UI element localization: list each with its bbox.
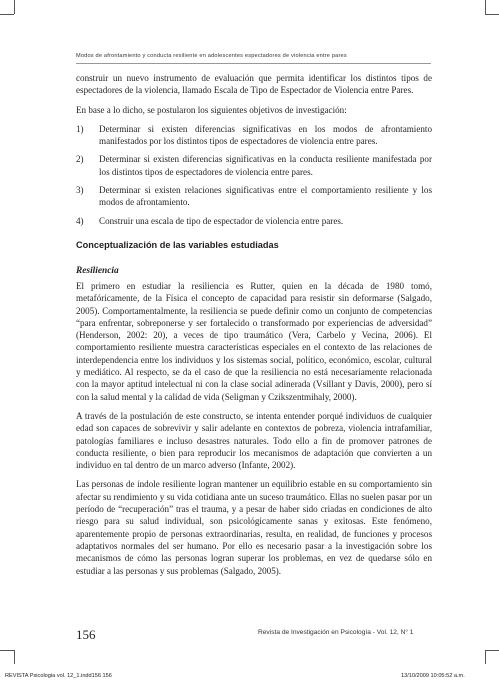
intro-paragraph-2: En base a lo dicho, se postularon los siguientes objetivos de investigación: <box>76 104 347 115</box>
list-item-number: 3) <box>76 185 84 196</box>
list-item-number: 1) <box>76 123 84 134</box>
list-item-text: Determinar si existen relaciones significativas entre el comportamiento resiliente y los modos de afrontamiento. <box>99 185 432 208</box>
crop-mark-top-right <box>485 0 486 14</box>
list-item-text: Construir una escala de tipo de espectador de violencia entre pares. <box>99 215 344 226</box>
crop-mark-top-right-h <box>485 14 499 15</box>
list-item-text: Determinar si existen diferencias significativas en los modos de afrontamiento manifestados por los distintos tipos de espectadores de violencia entre pares. <box>99 123 432 147</box>
print-slug-file: REVISTA Psicologia vol. 12_1.indd156 156 <box>5 673 112 679</box>
page-number: 156 <box>76 627 96 642</box>
list-item <box>76 123 432 148</box>
intro-paragraph-1: construir un nuevo instrumento de evaluación que permita identificar los distintos tipos de espectadores de la violencia, llamado Escala de Tipo de Espectador de Violencia entre Pares. <box>76 73 432 96</box>
list-item <box>76 215 432 227</box>
body-paragraph-1: El primero en estudiar la resiliencia es Rutter, quien en la década de 1980 tomó, metafóricamente, de la Física el concepto de capacidad para resistir sin deformarse (Salgado, 2005). Comportamentalmente, la resiliencia se puede definir como un conjunto de competencias “para enfrentar, sobreponerse y ser fortalecido o transformado por experiencias de adversidad” (Henderson, 2002: 20), a veces de tipo traumático (Vera, Carbelo y Vecina, 2006). El comportamiento resiliente muestra características especiales en el contexto de las relaciones de interdependencia entre los individuos y los sistemas social, político, económico, escolar, cultural y mediático. Al respecto, se da el caso de que la resiliencia no está necesariamente relacionada con la mayor aptitud intelectual ni con la clase social adinerada (Vsillant y Davis, 2000), pero sí con la salud mental y la calidad de vida (Seligman y Czikszentmihaly, 2000). <box>76 280 432 402</box>
print-slug-date: 13/10/2009 10:05:52 a.m. <box>401 673 465 679</box>
crop-mark-bottom-right <box>485 650 486 664</box>
crop-mark-bottom-left <box>14 650 15 664</box>
section-title: Conceptualización de las variables estudiadas <box>76 239 279 250</box>
page-content <box>76 72 432 584</box>
subsection-title: Resiliencia <box>76 265 119 276</box>
list-item <box>76 184 432 209</box>
list-item <box>76 153 432 178</box>
list-item-number: 4) <box>76 215 84 226</box>
list-item-number: 2) <box>76 154 84 165</box>
crop-mark-top-left-h <box>0 14 14 15</box>
objectives-list <box>76 123 432 227</box>
crop-mark-bottom-left-h <box>0 650 14 651</box>
crop-mark-bottom-right-h <box>485 650 499 651</box>
list-item-text: Determinar si existen diferencias significativas en la conducta resiliente manifestada por los distintos tipos de espectadores de violencia entre pares. <box>99 154 432 177</box>
crop-mark-top-left <box>14 0 15 14</box>
running-header: Modos de afrontamiento y conducta resiliente en adolescentes espectadores de violencia entre pares <box>76 53 347 59</box>
journal-footer: Revista de Investigación en Psicología - Vol. 12, N° 1 <box>258 629 414 636</box>
header-rule <box>76 63 431 64</box>
body-paragraph-3: Las personas de índole resiliente logran mantener un equilibrio estable en su comportamiento sin afectar su rendimiento y su vida cotidiana ante un suceso traumático. Ellas no suelen pasar por un período de “recuperación” tras el trauma, y a pesar de haber sido criadas en condiciones de alto riesgo para su salud individual, son psicológicamente sanas y exitosas. Este fenómeno, aparentemente propio de personas extraordinarias, resulta, en realidad, de funciones y procesos adaptativos normales del ser humano. Por ello es necesario pasar a la investigación sobre los mecanismos de cómo las personas logran superar los problemas, en vez de quedarse sólo en estudiar a las personas y sus problemas (Salgado, 2005). <box>76 479 432 576</box>
body-paragraph-2: A través de la postulación de este constructo, se intenta entender porqué individuos de cualquier edad son capaces de sobrevivir y salir adelante en contextos de pobreza, violencia intrafamiliar, patologías familiares e incluso desastres naturales. Todo ello a fin de promover patrones de conducta resiliente, o bien para reproducir los mecanismos de adaptación que convierten a un individuo en tal dentro de un marco adverso (Infante, 2002). <box>76 410 432 471</box>
